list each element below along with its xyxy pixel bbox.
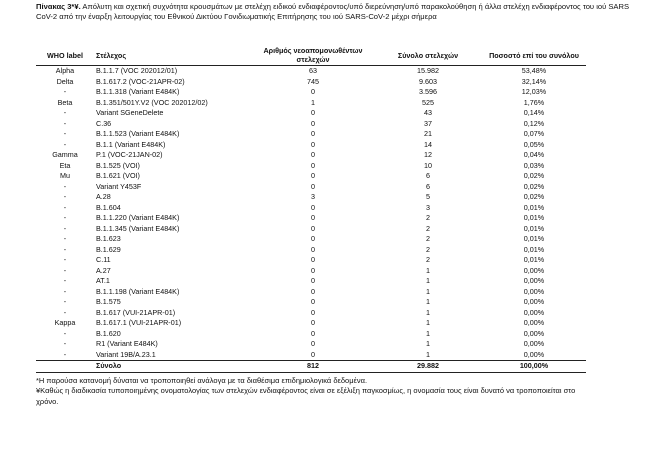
cell-strain: B.1.1.198 (Variant E484K) — [96, 286, 180, 296]
cell-percentage: 0,00% — [523, 265, 545, 275]
cell-strain: R1 (Variant E484K) — [96, 339, 158, 348]
table-row — [36, 350, 586, 361]
cell-who-label: Mu — [60, 171, 70, 180]
cell-strain: B.1.1 (Variant E484K) — [96, 139, 166, 149]
cell-percentage: 32,14% — [521, 76, 547, 86]
cell-percentage: 1,76% — [523, 97, 545, 107]
cell-who-label: Alpha — [55, 66, 75, 75]
cell-total: 1 — [426, 349, 430, 359]
cell-strain: B.1.525 (VOI) — [96, 160, 140, 170]
cell-total: 5 — [426, 192, 430, 201]
cell-who-label: Kappa — [54, 318, 76, 327]
cell-recent: 3 — [311, 192, 315, 201]
cell-percentage: 0,00% — [523, 286, 545, 296]
table-caption-text: Απόλυτη και σχετική συχνότητα κρουσμάτων με στελέχη ειδικού ενδιαφέροντος/υπό διερεύνηση/υπό παρακολούθηση ή άλλα στελέχη ενδιαφέροντος του ιού SARS CoV-2 από την έναρξη λειτουργίας του Εθνικού Δικτύου Γονιδιωματικής Επιτήρησης του ιού SARS-CoV-2 μέχρι σήμερα — [36, 2, 630, 22]
cell-strain: Variant Y453F — [96, 181, 142, 191]
cell-percentage: 0,00% — [523, 349, 545, 359]
cell-who-label: - — [63, 87, 67, 96]
table-row — [36, 203, 586, 214]
cell-recent: 0 — [311, 108, 315, 117]
cell-total: 6 — [426, 181, 430, 191]
cell-who-label: - — [63, 297, 67, 306]
header-strain: Στέλεχος — [94, 47, 252, 66]
cell-total: 12 — [424, 150, 432, 159]
cell-percentage: 0,02% — [523, 171, 545, 180]
table-row — [36, 255, 586, 266]
cell-who-label: - — [63, 118, 67, 128]
cell-strain: C.36 — [96, 118, 112, 128]
cell-percentage: 0,00% — [523, 328, 545, 338]
total-recent: 812 — [252, 361, 374, 373]
cell-percentage: 53,48% — [521, 66, 547, 75]
table-row — [36, 140, 586, 151]
cell-strain: P.1 (VOC-21JAN-02) — [96, 150, 163, 159]
cell-percentage: 0,01% — [523, 234, 545, 243]
table-row — [36, 213, 586, 224]
cell-percentage: 0,00% — [523, 307, 545, 317]
cell-percentage: 0,01% — [523, 202, 545, 212]
table-row — [36, 276, 586, 287]
cell-total: 1 — [426, 339, 430, 348]
table-row — [36, 119, 586, 130]
cell-total: 1 — [426, 276, 430, 285]
cell-strain: B.1.1.7 (VOC 202012/01) — [96, 66, 178, 75]
cell-strain: AT.1 — [96, 276, 110, 285]
cell-who-label: - — [63, 265, 67, 275]
header-who-label: WHO label — [36, 47, 94, 66]
cell-who-label: - — [63, 234, 67, 243]
cell-strain: B.1.1.318 (Variant E484K) — [96, 87, 180, 96]
cell-total: 6 — [426, 171, 430, 180]
table-row — [36, 297, 586, 308]
cell-total: 1 — [426, 286, 430, 296]
cell-percentage: 12,03% — [521, 87, 547, 96]
cell-strain: B.1.1.523 (Variant E484K) — [96, 129, 180, 138]
cell-who-label: Gamma — [52, 150, 78, 159]
cell-recent: 0 — [311, 255, 315, 264]
total-label: Σύνολο — [94, 361, 252, 373]
table-row — [36, 171, 586, 182]
variants-table — [36, 47, 586, 373]
footnotes — [36, 376, 596, 407]
cell-total: 2 — [426, 244, 430, 254]
table-row — [36, 161, 586, 172]
cell-who-label: - — [63, 139, 67, 149]
cell-who-label: - — [63, 276, 67, 285]
cell-recent: 0 — [311, 171, 315, 180]
cell-recent: 0 — [311, 297, 315, 306]
table-row — [36, 66, 586, 77]
cell-who-label: - — [63, 286, 67, 296]
cell-strain: B.1.351/501Y.V2 (VOC 202012/02) — [96, 97, 208, 107]
table-row — [36, 329, 586, 340]
cell-recent: 0 — [311, 160, 315, 170]
cell-total: 1 — [426, 307, 430, 317]
cell-total: 3.596 — [419, 87, 437, 96]
cell-total: 2 — [426, 213, 430, 222]
table-row — [36, 339, 586, 350]
table-row — [36, 108, 586, 119]
cell-who-label: Delta — [56, 76, 74, 86]
cell-recent: 0 — [311, 139, 315, 149]
header-percentage: Ποσοστό επί του συνόλου — [482, 47, 586, 66]
cell-total: 1 — [426, 265, 430, 275]
cell-percentage: 0,14% — [523, 108, 545, 117]
cell-recent: 0 — [311, 349, 315, 359]
cell-strain: B.1.623 — [96, 234, 121, 243]
cell-who-label: Beta — [57, 97, 73, 107]
cell-percentage: 0,00% — [523, 297, 545, 306]
cell-recent: 63 — [309, 66, 317, 75]
cell-recent: 0 — [311, 307, 315, 317]
cell-strain: A.27 — [96, 265, 111, 275]
cell-percentage: 0,07% — [523, 129, 545, 138]
cell-strain: Variant SGeneDelete — [96, 108, 164, 117]
footnote-2: ¥Καθώς η διαδικασία τυποποιημένης ονοματολογίας των στελεχών ενδιαφέροντος είναι σε εξέλιξη παγκοσμίως, η ονομασία τους είναι δυνατό να τροποποιείται στο χρόνο. — [36, 386, 576, 406]
cell-strain: B.1.1.220 (Variant E484K) — [96, 213, 180, 222]
cell-total: 3 — [426, 202, 430, 212]
cell-total: 1 — [426, 328, 430, 338]
total-percentage: 100,00% — [482, 361, 586, 373]
cell-recent: 0 — [311, 318, 315, 327]
cell-who-label: - — [63, 307, 67, 317]
cell-recent: 0 — [311, 202, 315, 212]
cell-percentage: 0,01% — [523, 244, 545, 254]
cell-strain: B.1.604 — [96, 202, 121, 212]
cell-who-label: - — [63, 328, 67, 338]
table-row — [36, 308, 586, 319]
cell-total: 2 — [426, 223, 430, 233]
cell-who-label: - — [63, 181, 67, 191]
cell-who-label: - — [63, 349, 67, 359]
table-header-row — [36, 47, 586, 66]
table-row — [36, 224, 586, 235]
table-row — [36, 77, 586, 88]
cell-percentage: 0,12% — [523, 118, 545, 128]
cell-strain: B.1.617.2 (VOC-21APR-02) — [96, 76, 185, 86]
header-total: Σύνολο στελεχών — [374, 47, 482, 66]
cell-who-label: - — [63, 129, 67, 138]
header-recent: Αριθμός νεοαπομονωθέντων στελεχών — [252, 47, 374, 66]
cell-strain: A.28 — [96, 192, 111, 201]
table-row — [36, 129, 586, 140]
cell-percentage: 0,02% — [523, 192, 545, 201]
cell-percentage: 0,00% — [523, 276, 545, 285]
table-row — [36, 266, 586, 277]
table-caption — [36, 2, 636, 22]
cell-who-label: - — [63, 213, 67, 222]
table-caption-label: Πίνακας 3*¥. — [36, 2, 81, 11]
table-row — [36, 287, 586, 298]
cell-recent: 0 — [311, 129, 315, 138]
cell-total: 1 — [426, 297, 430, 306]
cell-total: 37 — [424, 118, 432, 128]
cell-recent: 0 — [311, 244, 315, 254]
cell-strain: Variant 19B/A.23.1 — [96, 349, 156, 359]
cell-recent: 1 — [311, 97, 315, 107]
cell-total: 15.982 — [417, 66, 439, 75]
cell-strain: B.1.617.1 (VUI-21APR-01) — [96, 318, 182, 327]
cell-who-label: - — [63, 223, 67, 233]
cell-who-label: - — [63, 244, 67, 254]
footnote-1: *Η παρούσα κατανομή δύναται να τροποποιηθεί ανάλογα με τα διαθέσιμα επιδημιολογικά δεδομένα. — [36, 376, 368, 385]
table-body — [36, 66, 586, 361]
cell-total: 21 — [424, 129, 432, 138]
cell-who-label: - — [63, 108, 67, 117]
cell-percentage: 0,03% — [523, 160, 545, 170]
total-row — [36, 361, 586, 373]
cell-total: 2 — [426, 255, 430, 264]
table-row — [36, 192, 586, 203]
cell-total: 525 — [422, 97, 434, 107]
table-row — [36, 234, 586, 245]
table-row — [36, 150, 586, 161]
cell-total: 43 — [424, 108, 432, 117]
cell-recent: 0 — [311, 286, 315, 296]
table-row — [36, 87, 586, 98]
cell-percentage: 0,05% — [523, 139, 545, 149]
cell-strain: B.1.1.345 (Variant E484K) — [96, 223, 180, 233]
table-row — [36, 182, 586, 193]
cell-recent: 745 — [307, 76, 319, 86]
cell-percentage: 0,04% — [523, 150, 545, 159]
cell-percentage: 0,01% — [523, 223, 545, 233]
cell-strain: B.1.629 — [96, 244, 121, 254]
table-row — [36, 318, 586, 329]
cell-percentage: 0,01% — [523, 255, 545, 264]
cell-total: 1 — [426, 318, 430, 327]
cell-who-label: - — [63, 339, 67, 348]
total-who-cell — [36, 361, 94, 373]
table-row — [36, 245, 586, 256]
cell-recent: 0 — [311, 328, 315, 338]
cell-strain: B.1.621 (VOI) — [96, 171, 140, 180]
cell-recent: 0 — [311, 181, 315, 191]
cell-total: 14 — [424, 139, 432, 149]
cell-percentage: 0,02% — [523, 181, 545, 191]
cell-recent: 0 — [311, 276, 315, 285]
cell-who-label: Eta — [59, 160, 71, 170]
cell-recent: 0 — [311, 234, 315, 243]
cell-recent: 0 — [311, 213, 315, 222]
cell-who-label: - — [63, 192, 67, 201]
cell-percentage: 0,00% — [523, 339, 545, 348]
cell-who-label: - — [63, 255, 67, 264]
cell-recent: 0 — [311, 118, 315, 128]
cell-recent: 0 — [311, 339, 315, 348]
cell-percentage: 0,01% — [523, 213, 545, 222]
cell-strain: B.1.617 (VUI-21APR-01) — [96, 307, 176, 317]
cell-total: 2 — [426, 234, 430, 243]
cell-strain: B.1.575 — [96, 297, 121, 306]
total-total: 29.882 — [374, 361, 482, 373]
cell-who-label: - — [63, 202, 67, 212]
cell-strain: B.1.620 — [96, 328, 121, 338]
cell-recent: 0 — [311, 223, 315, 233]
cell-percentage: 0,00% — [523, 318, 545, 327]
cell-recent: 0 — [311, 150, 315, 159]
cell-recent: 0 — [311, 265, 315, 275]
cell-strain: C.11 — [96, 255, 111, 264]
cell-recent: 0 — [311, 87, 315, 96]
table-row — [36, 98, 586, 109]
cell-total: 10 — [424, 160, 432, 170]
cell-total: 9.603 — [419, 76, 437, 86]
